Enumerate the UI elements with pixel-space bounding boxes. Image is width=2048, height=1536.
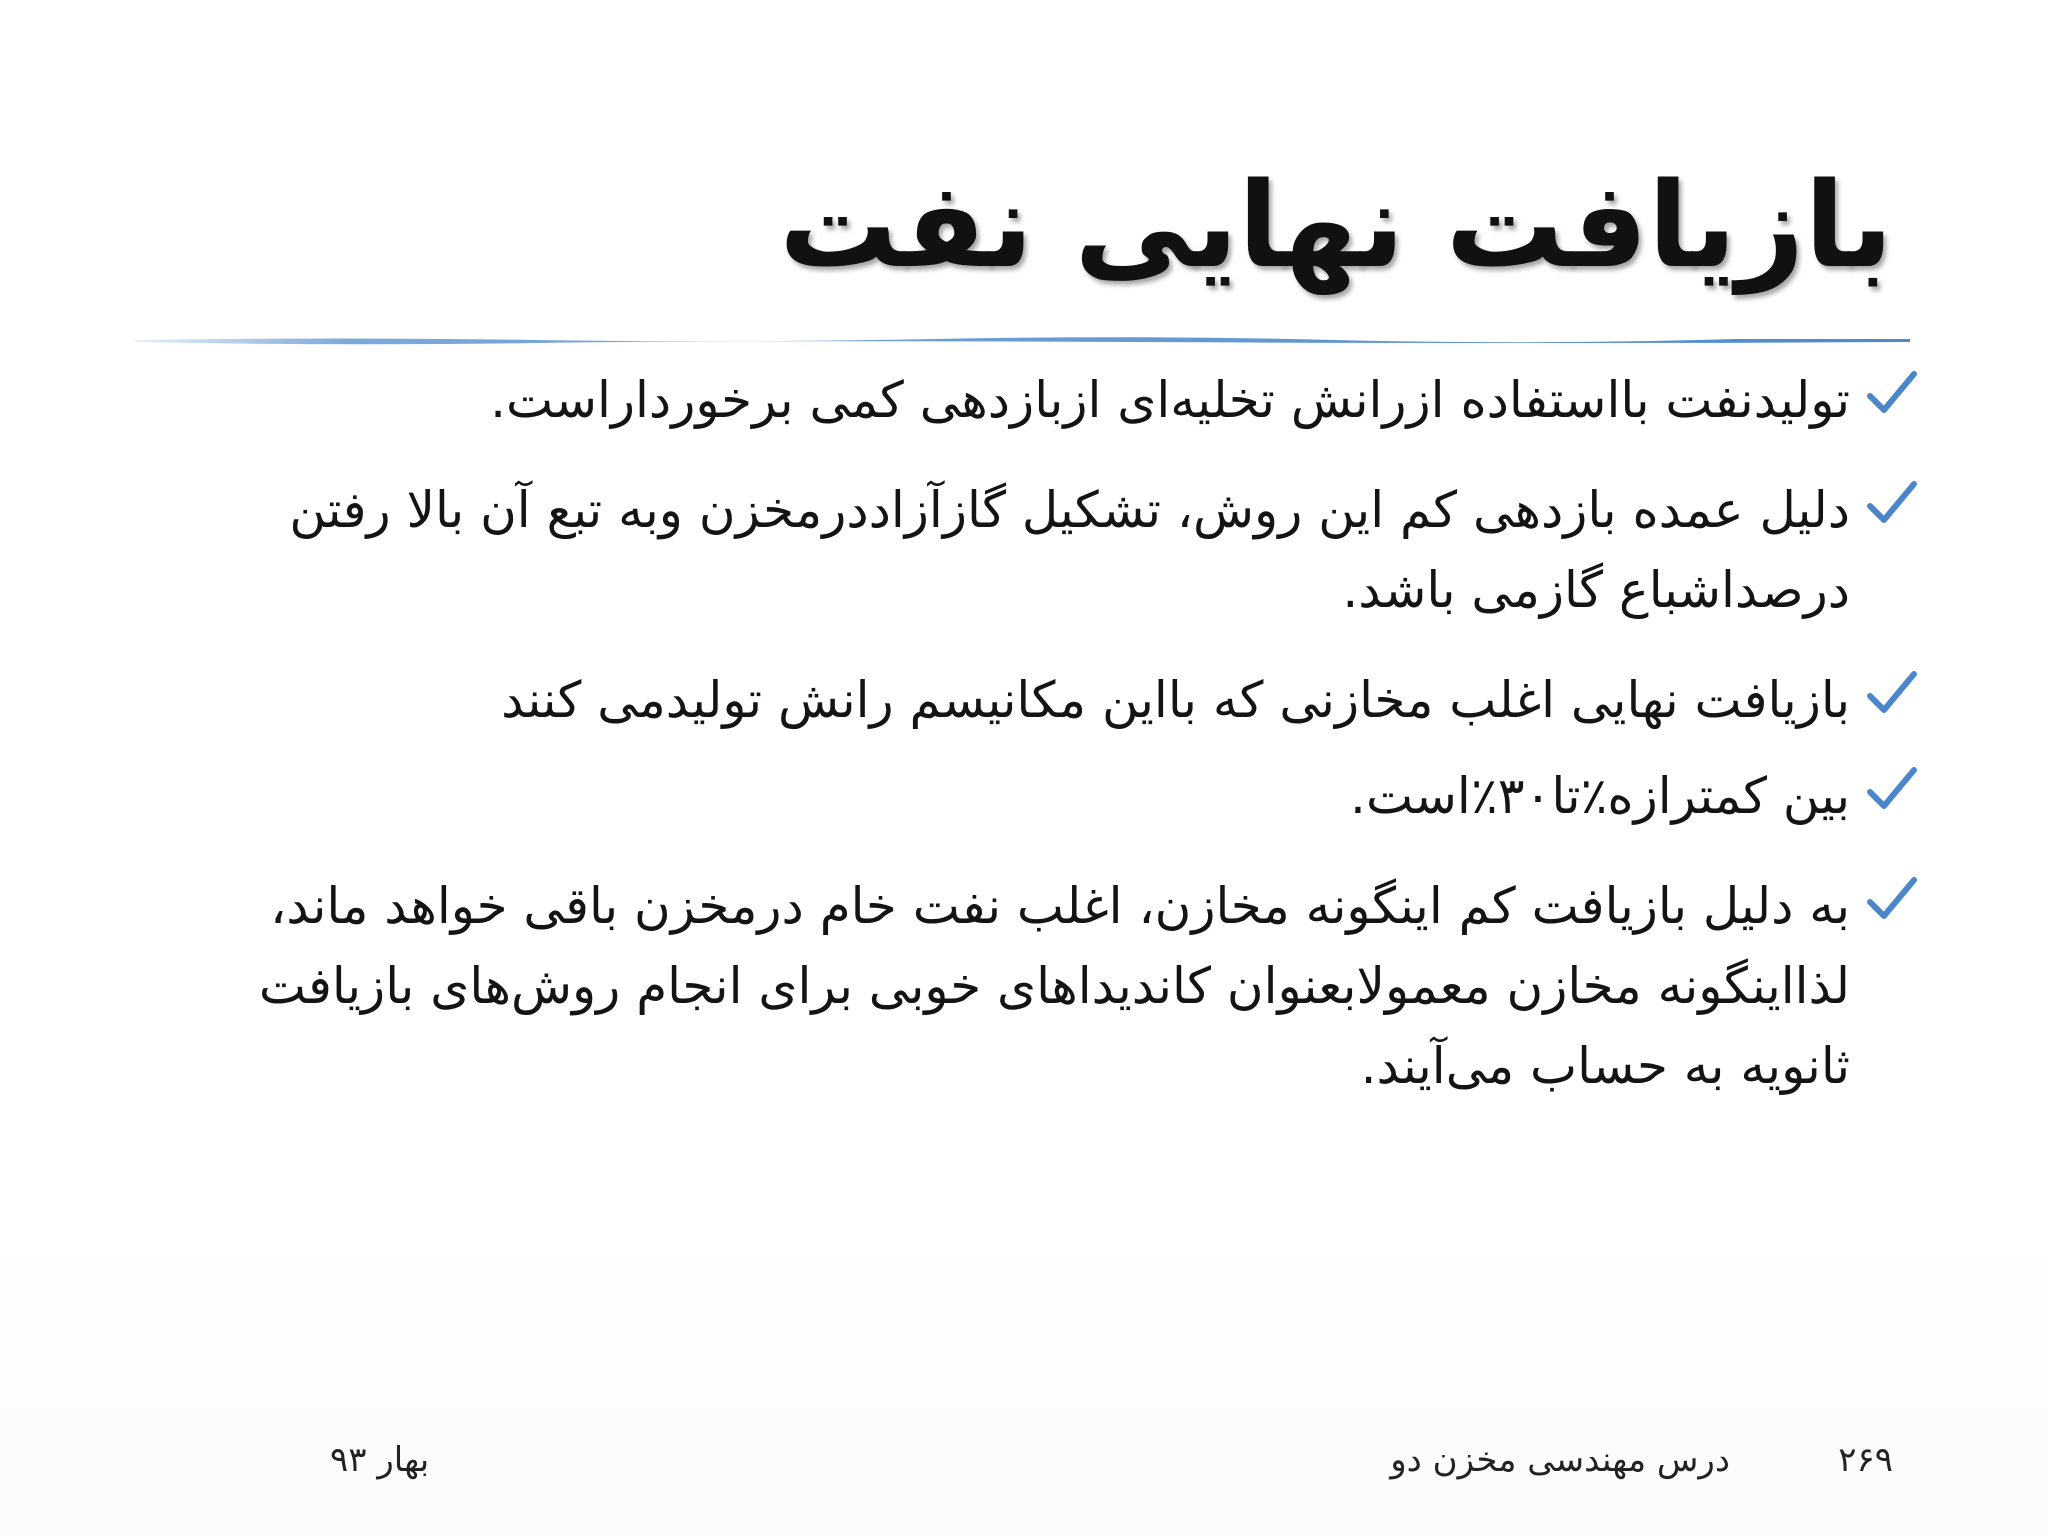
bullet-item bbox=[148, 756, 1928, 836]
bullet-item bbox=[148, 660, 1928, 740]
checkmark-icon bbox=[1864, 762, 1920, 818]
bullet-text: دلیل عمده بازدهی کم این روش، تشکیل گازآزاددرمخزن وبه تبع آن بالا رفتن درصداشباع گازمی باشد. bbox=[289, 481, 1850, 619]
course-name: درس مهندسی مخزن دو bbox=[1390, 1440, 1730, 1480]
bullet-list bbox=[148, 360, 1928, 1136]
checkmark-icon bbox=[1864, 366, 1920, 422]
title-divider bbox=[135, 334, 1910, 346]
slide-title: بازیافت نهایی نفت bbox=[779, 156, 1893, 294]
term-label: بهار ۹۳ bbox=[330, 1440, 430, 1480]
checkmark-icon bbox=[1864, 872, 1920, 928]
bullet-text: بین کمترازه٪تا۳۰٪است. bbox=[1350, 767, 1850, 825]
bullet-item bbox=[148, 360, 1928, 440]
checkmark-icon bbox=[1864, 476, 1920, 532]
checkmark-icon bbox=[1864, 666, 1920, 722]
bullet-text: تولیدنفت بااستفاده ازرانش تخلیه‌ای ازبازدهی کمی برخورداراست. bbox=[490, 371, 1850, 429]
bullet-item bbox=[148, 470, 1928, 630]
bullet-text: بازیافت نهایی اغلب مخازنی که بااین مکانیسم رانش تولیدمی کنند bbox=[501, 671, 1850, 729]
bullet-text: به دلیل بازیافت کم اینگونه مخازن، اغلب نفت خام درمخزن باقی خواهد ماند، لذااینگونه مخازن معمولابعنوان کاندیداهای خوبی برای انجام روش‌های بازیافت ثانویه به حساب می‌آیند. bbox=[258, 877, 1850, 1095]
page-number: ۲۶۹ bbox=[1838, 1440, 1893, 1480]
bullet-item bbox=[148, 866, 1928, 1106]
